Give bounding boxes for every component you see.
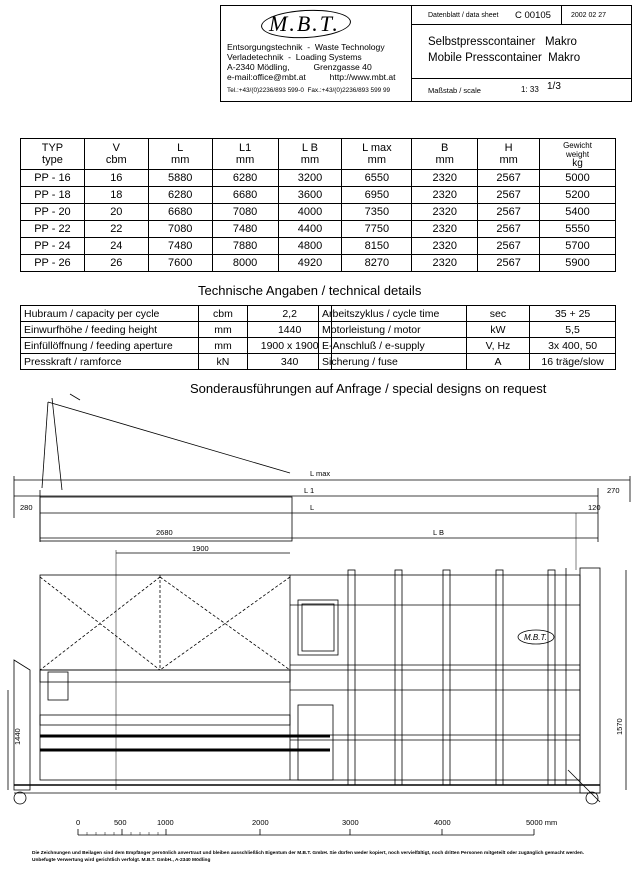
scale-label-4000: 4000: [434, 818, 451, 827]
model-cell: 3200: [278, 170, 342, 187]
model-cell: 2320: [412, 238, 478, 255]
model-cell: 5880: [148, 170, 212, 187]
model-cell: 7480: [212, 221, 278, 238]
tech-unit: cbm: [198, 306, 248, 322]
model-cell: 5400: [540, 204, 616, 221]
models-table-header: [21, 139, 616, 170]
tech-value: 3x 400, 50: [530, 338, 616, 354]
scale-label-3000: 3000: [342, 818, 359, 827]
tech-table-right: [318, 305, 616, 370]
model-cell: 7750: [342, 221, 412, 238]
col-length: L mm: [148, 139, 212, 170]
company-line-1: Entsorgungstechnik - Waste Technology: [227, 42, 385, 52]
tech-row: [319, 322, 616, 338]
container-drawing: [0, 390, 639, 810]
datasheet-number: C 00105: [515, 10, 551, 21]
model-cell: 4000: [278, 204, 342, 221]
title-block: [220, 5, 632, 102]
tech-unit: mm: [198, 338, 248, 354]
col-width: B mm: [412, 139, 478, 170]
tech-label: Hubraum / capacity per cycle: [21, 306, 199, 322]
tech-label: Sicherung / fuse: [319, 354, 467, 370]
model-cell: 2567: [478, 255, 540, 272]
company-phone: Tel.:+43/(0)2236/893 599-0 Fax.:+43/(0)2236/893 599 99: [227, 87, 391, 94]
model-cell: 7480: [148, 238, 212, 255]
footer-notice-2: Unbefugte Verwertung wird gerichtlich verfolgt. M.B.T. GmbH., A-2340 Mödling: [32, 858, 211, 863]
model-cell: 5550: [540, 221, 616, 238]
container-logo: M.B.T.: [524, 633, 547, 642]
tech-unit: kN: [198, 354, 248, 370]
tech-unit: V, Hz: [466, 338, 530, 354]
model-cell: PP - 18: [21, 187, 85, 204]
tech-row: [319, 354, 616, 370]
tech-value: 1900 x 1900: [248, 338, 332, 354]
col-height: H mm: [478, 139, 540, 170]
model-cell: 7080: [212, 204, 278, 221]
tech-unit: kW: [466, 322, 530, 338]
model-cell: 6680: [212, 187, 278, 204]
model-cell: 26: [84, 255, 148, 272]
model-cell: 2567: [478, 204, 540, 221]
scale-bar: [0, 815, 639, 845]
scale-label-2000: 2000: [252, 818, 269, 827]
dim-l-label: L: [310, 503, 315, 512]
model-cell: PP - 22: [21, 221, 85, 238]
model-cell: 7600: [148, 255, 212, 272]
model-row: [21, 238, 616, 255]
model-row: [21, 187, 616, 204]
tech-label: Einfüllöffnung / feeding aperture: [21, 338, 199, 354]
tech-value: 35 + 25: [530, 306, 616, 322]
model-row: [21, 204, 616, 221]
scale-label: Maßstab / scale: [428, 86, 481, 95]
model-row: [21, 170, 616, 187]
dim-1570-label: 1570: [615, 718, 624, 735]
dim-lb-label: L B: [433, 528, 444, 537]
model-cell: 2320: [412, 204, 478, 221]
col-lb: L B mm: [278, 139, 342, 170]
tech-value: 16 träge/slow: [530, 354, 616, 370]
company-line-2: Verladetechnik - Loading Systems: [227, 52, 362, 62]
lid-line: [48, 402, 290, 473]
model-cell: PP - 26: [21, 255, 85, 272]
model-cell: 6280: [148, 187, 212, 204]
tech-row: [319, 338, 616, 354]
model-cell: 2567: [478, 238, 540, 255]
tech-details-title: Technische Angaben / technical details: [198, 283, 422, 298]
model-cell: 2567: [478, 221, 540, 238]
title-english: Mobile Presscontainer Makro: [428, 52, 581, 64]
tech-row: [319, 306, 616, 322]
company-contact: e-mail:office@mbt.at http://www.mbt.at: [227, 72, 396, 82]
col-volume: V cbm: [84, 139, 148, 170]
model-cell: 18: [84, 187, 148, 204]
model-cell: 20: [84, 204, 148, 221]
model-cell: 7880: [212, 238, 278, 255]
tech-unit: sec: [466, 306, 530, 322]
model-cell: 8270: [342, 255, 412, 272]
model-cell: 4920: [278, 255, 342, 272]
model-cell: 7080: [148, 221, 212, 238]
col-length1: L1 mm: [212, 139, 278, 170]
model-cell: 22: [84, 221, 148, 238]
model-cell: 6950: [342, 187, 412, 204]
tech-unit: A: [466, 354, 530, 370]
tech-unit: mm: [198, 322, 248, 338]
dim-270-label: 270: [607, 486, 620, 495]
model-cell: PP - 16: [21, 170, 85, 187]
models-table: [20, 138, 616, 272]
tech-row: [21, 354, 332, 370]
tech-label: E-Anschluß / e-supply: [319, 338, 467, 354]
scale-value: 1: 33: [521, 85, 539, 94]
model-row: [21, 221, 616, 238]
title-german: Selbstpresscontainer Makro: [428, 36, 577, 48]
model-cell: 2320: [412, 187, 478, 204]
tech-row: [21, 322, 332, 338]
scale-label-5000: 5000 mm: [526, 818, 558, 827]
scale-label-1000: 1000: [157, 818, 174, 827]
dim-120-label: 120: [588, 503, 601, 512]
tech-label: Motorleistung / motor: [319, 322, 467, 338]
model-cell: 2567: [478, 170, 540, 187]
model-cell: 8150: [342, 238, 412, 255]
tech-row: [21, 306, 332, 322]
col-lmax: L max mm: [342, 139, 412, 170]
dim-l1-label: L 1: [304, 486, 315, 495]
model-cell: 3600: [278, 187, 342, 204]
dim-1900-label: 1900: [192, 544, 209, 553]
scale-fraction: 1/3: [547, 81, 561, 92]
special-designs-note: Sonderausführungen auf Anfrage / special designs on request: [190, 381, 547, 396]
model-cell: 5000: [540, 170, 616, 187]
model-cell: PP - 24: [21, 238, 85, 255]
tech-label: Arbeitszyklus / cycle time: [319, 306, 467, 322]
sheet-date: 2002 02 27: [571, 12, 607, 19]
dim-2680-label: 2680: [156, 528, 173, 537]
col-type: TYP type: [21, 139, 85, 170]
model-cell: PP - 20: [21, 204, 85, 221]
tech-label: Einwurfhöhe / feeding height: [21, 322, 199, 338]
dim-1440-label: 1440: [13, 728, 22, 745]
model-cell: 7350: [342, 204, 412, 221]
model-cell: 5200: [540, 187, 616, 204]
footer-notice-1: Die Zeichnungen und Beilagen sind dem Empfänger persönlich anvertraut und bleiben ausschließlich Eigentum der M.B.T. GmbH. Sie dürfen weder kopiert, noch vervielfältigt, noch dritten Personen mitgeteilt oder zugänglich gemacht werden.: [32, 851, 584, 856]
tech-value: 2,2: [248, 306, 332, 322]
model-cell: 5900: [540, 255, 616, 272]
tech-value: 340: [248, 354, 332, 370]
model-cell: 2320: [412, 255, 478, 272]
model-row: [21, 255, 616, 272]
model-cell: 2320: [412, 221, 478, 238]
dim-280-label: 280: [20, 503, 33, 512]
model-cell: 8000: [212, 255, 278, 272]
datasheet-label: Datenblatt / data sheet: [428, 12, 499, 19]
model-cell: 4800: [278, 238, 342, 255]
model-cell: 2567: [478, 187, 540, 204]
tech-label: Presskraft / ramforce: [21, 354, 199, 370]
model-cell: 4400: [278, 221, 342, 238]
model-cell: 6280: [212, 170, 278, 187]
col-weight: Gewicht weight kg: [540, 139, 616, 170]
model-cell: 2320: [412, 170, 478, 187]
scale-label-500: 500: [114, 818, 127, 827]
tech-row: [21, 338, 332, 354]
scale-label-0: 0: [76, 818, 81, 827]
model-cell: 6550: [342, 170, 412, 187]
tech-value: 1440: [248, 322, 332, 338]
model-cell: 6680: [148, 204, 212, 221]
tech-value: 5,5: [530, 322, 616, 338]
model-cell: 16: [84, 170, 148, 187]
company-logo: M.B.T.: [269, 11, 340, 36]
model-cell: 24: [84, 238, 148, 255]
model-cell: 5700: [540, 238, 616, 255]
dim-lmax-label: L max: [310, 469, 331, 478]
company-address: A-2340 Mödling, Grenzgasse 40: [227, 62, 372, 72]
tech-table-left: [20, 305, 332, 370]
